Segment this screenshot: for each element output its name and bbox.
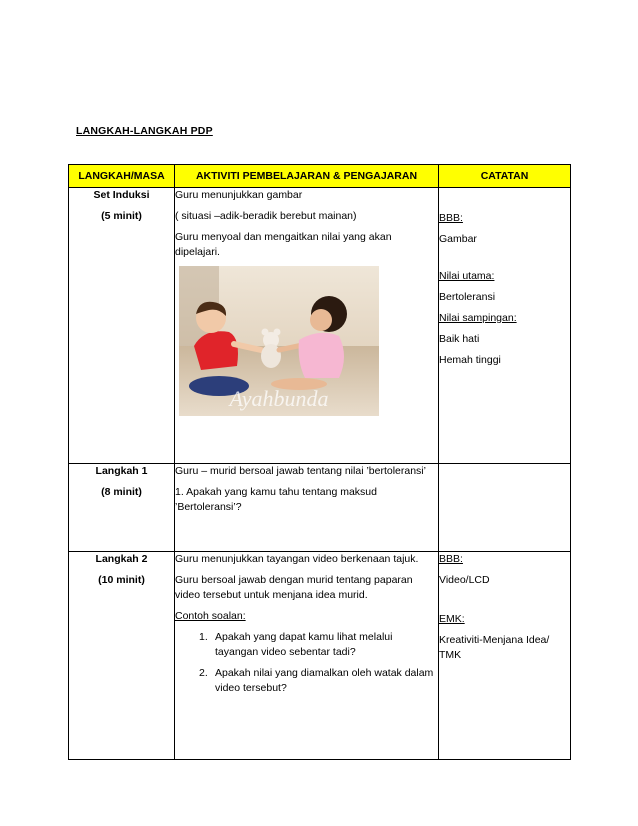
bbb-label: BBB: [439,553,463,565]
bbb-value: Gambar [439,233,477,245]
pdp-table [68,164,571,760]
question-text: Apakah nilai yang diamalkan oleh watak dalam video tersebut? [215,667,434,694]
step-name: Langkah 2 [95,553,148,565]
step-cell [69,464,175,552]
activity-cell [175,464,439,552]
notes-cell [439,188,571,464]
step-time: (8 minit) [101,486,142,498]
step-name: Langkah 1 [95,465,148,477]
nilai-sampingan-value: Hemah tinggi [439,354,501,366]
table-header-row [69,165,571,188]
question-text: Apakah yang dapat kamu lihat melalui tayangan video sebentar tadi? [215,631,393,658]
activity-text: Guru menunjukkan tayangan video berkenaan tajuk. [175,553,419,565]
activity-cell [175,188,439,464]
page-heading: LANGKAH-LANGKAH PDP [76,125,213,137]
list-item [175,630,438,660]
step-time: (10 minit) [98,574,145,586]
emk-value: Kreativiti-Menjana Idea/ TMK [439,634,550,661]
activity-text: Guru menunjukkan gambar [175,189,303,201]
header-aktiviti: AKTIVITI PEMBELAJARAN & PENGAJARAN [175,165,439,188]
nilai-utama-label: Nilai utama: [439,270,495,282]
activity-text: 1. Apakah yang kamu tahu tentang maksud ’Bertoleransi’? [175,486,377,513]
step-time: (5 minit) [101,210,142,222]
step-cell [69,552,175,760]
examples-label: Contoh soalan: [175,610,246,622]
activity-text: Guru menyoal dan mengaitkan nilai yang akan dipelajari. [175,231,392,258]
table-row [69,552,571,760]
table-row [69,188,571,464]
question-number: 1. [199,631,208,643]
activity-text: Guru bersoal jawab dengan murid tentang paparan video tersebut untuk menjana idea murid. [175,574,413,601]
photo-watermark: Ayahbunda [229,386,329,411]
header-catatan: CATATAN [439,165,571,188]
header-langkah-masa: LANGKAH/MASA [69,165,175,188]
bbb-label: BBB: [439,212,463,224]
nilai-sampingan-label: Nilai sampingan: [439,312,517,324]
activity-text: ( situasi –adik-beradik berebut mainan) [175,210,357,222]
step-name: Set Induksi [93,189,150,201]
question-list [175,630,438,696]
activity-text: Guru – murid bersoal jawab tentang nilai ’bertoleransi’ [175,465,426,477]
notes-cell [439,552,571,760]
emk-label: EMK: [439,613,465,625]
nilai-sampingan-value: Baik hati [439,333,480,345]
nilai-utama-value: Bertoleransi [439,291,496,303]
children-illustration [179,266,379,416]
activity-cell [175,552,439,760]
question-number: 2. [199,667,208,679]
bbb-value: Video/LCD [439,574,490,586]
table-row [69,464,571,552]
children-photo [179,266,379,416]
step-cell [69,188,175,464]
list-item [175,666,438,696]
notes-cell [439,464,571,552]
